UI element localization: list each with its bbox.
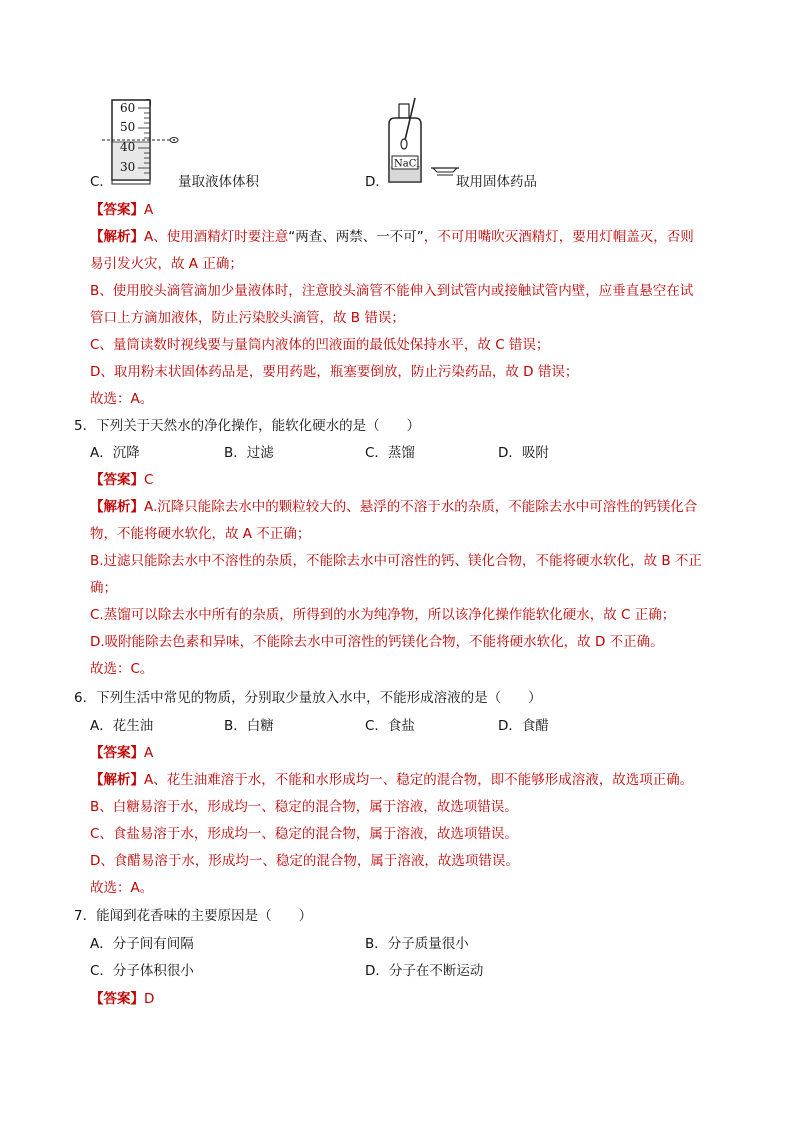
nacl-label: NaCl (394, 158, 420, 170)
analysis-line: 确； (90, 580, 117, 596)
cylinder-tick-60: 60 (120, 101, 136, 115)
analysis-line: B、白糖易溶于水，形成均一、稳定的混合物，属于溶液，故选项错误。 (90, 799, 518, 815)
q7-option-a: A．分子间有间隔 (90, 936, 194, 952)
answer-value: D (144, 991, 155, 1007)
answer-tag: 【答案】 (90, 472, 144, 488)
analysis-line: 物，不能将硬水软化，故 A 不正确； (90, 526, 311, 542)
answer-value: C (144, 472, 154, 488)
q6-option-b: B．白糖 (224, 718, 274, 734)
q5-answer (90, 470, 153, 490)
answer-value: A (144, 202, 154, 218)
analysis-line: C、食盐易溶于水，形成均一、稳定的混合物，属于溶液，故选项错误。 (90, 826, 518, 842)
analysis-line: B.过滤只能除去水中不溶性的杂质，不能除去水中可溶性的钙、镁化合物，不能将硬水软化，故 B 不正 (90, 553, 702, 569)
q7-option-b: B．分子质量很小 (365, 936, 469, 952)
analysis-text: A、使用酒精灯时要注意 (144, 229, 289, 245)
analysis-text: A、花生油难溶于水，不能和水形成均一、稳定的混合物，即不能够形成溶液，故选项正确。 (144, 772, 694, 788)
q5-option-c: C．蒸馏 (365, 445, 415, 461)
q6-analysis-a (90, 770, 693, 790)
conclusion: 故选：C。 (90, 661, 154, 677)
reagent-bottle-figure (385, 96, 465, 188)
answer-value: A (144, 745, 154, 761)
q7-option-d: D．分子在不断运动 (365, 963, 484, 979)
analysis-line: 易引发火灾，故 A 正确； (90, 256, 243, 272)
analysis-line: D.吸附能除去色素和异味，不能除去水中可溶性的钙镁化合物，不能将硬水软化，故 D 不正确。 (90, 634, 664, 650)
q6-option-c: C．食盐 (365, 718, 415, 734)
option-d-letter: D． (365, 174, 389, 190)
q5-analysis-a (90, 497, 697, 517)
analysis-line: D、取用粉末状固体药品是，要用药匙，瓶塞要倒放，防止污染药品，故 D 错误； (90, 364, 579, 380)
q7-option-c: C．分子体积很小 (90, 963, 194, 979)
analysis-tag: 【解析】 (90, 229, 144, 245)
answer-tag: 【答案】 (90, 745, 144, 761)
q6-answer (90, 743, 153, 763)
q5-option-a: A．沉降 (90, 445, 140, 461)
cylinder-tick-40: 40 (120, 140, 136, 154)
analysis-text: A.沉降只能除去水中的颗粒较大的、悬浮的不溶于水的杂质，不能除去水中可溶性的钙镁化合 (144, 499, 698, 515)
analysis-line: B、使用胶头滴管滴加少量液体时，注意胶头滴管不能伸入到试管内或接触试管内壁，应垂直悬空在试 (90, 283, 694, 299)
analysis-line: D、食醋易溶于水，形成均一、稳定的混合物，属于溶液，故选项错误。 (90, 853, 519, 869)
cylinder-tick-30: 30 (120, 160, 136, 174)
analysis-line: C.蒸馏可以除去水中所有的杂质，所得到的水为纯净物，所以该净化操作能软化硬水，故 C 正确； (90, 607, 676, 623)
question-5-stem: 5．下列关于天然水的净化操作，能软化硬水的是（ ） (74, 418, 421, 434)
analysis-quote: “两查、两禁、一不可” (288, 229, 424, 245)
q6-option-d: D．食醋 (498, 718, 549, 734)
q4-analysis-a (90, 227, 694, 247)
q7-answer (90, 989, 154, 1009)
cylinder-tick-50: 50 (120, 120, 136, 134)
conclusion: 故选：A。 (90, 880, 154, 896)
analysis-line: 管口上方滴加液体，防止污染胶头滴管，故 B 错误； (90, 310, 405, 326)
q6-option-a: A．花生油 (90, 718, 154, 734)
graduated-cylinder-figure (100, 96, 190, 188)
question-7-stem: 7．能闻到花香味的主要原因是（ ） (74, 908, 313, 924)
analysis-tag: 【解析】 (90, 772, 144, 788)
q4-answer (90, 200, 153, 220)
conclusion: 故选：A。 (90, 391, 154, 407)
question-6-stem: 6．下列生活中常见的物质，分别取少量放入水中，不能形成溶液的是（ ） (74, 690, 542, 706)
option-d-caption: 取用固体药品 (456, 174, 537, 190)
analysis-tag: 【解析】 (90, 499, 144, 515)
q5-option-d: D．吸附 (498, 445, 549, 461)
answer-tag: 【答案】 (90, 991, 144, 1007)
answer-tag: 【答案】 (90, 202, 144, 218)
option-c-letter: C． (90, 174, 113, 190)
analysis-text: ，不可用嘴吹灭酒精灯，要用灯帽盖灭，否则 (423, 229, 694, 245)
q5-option-b: B．过滤 (224, 445, 274, 461)
option-c-caption: 量取液体体积 (178, 174, 259, 190)
analysis-line: C、量筒读数时视线要与量筒内液体的凹液面的最低处保持水平，故 C 错误； (90, 337, 550, 353)
